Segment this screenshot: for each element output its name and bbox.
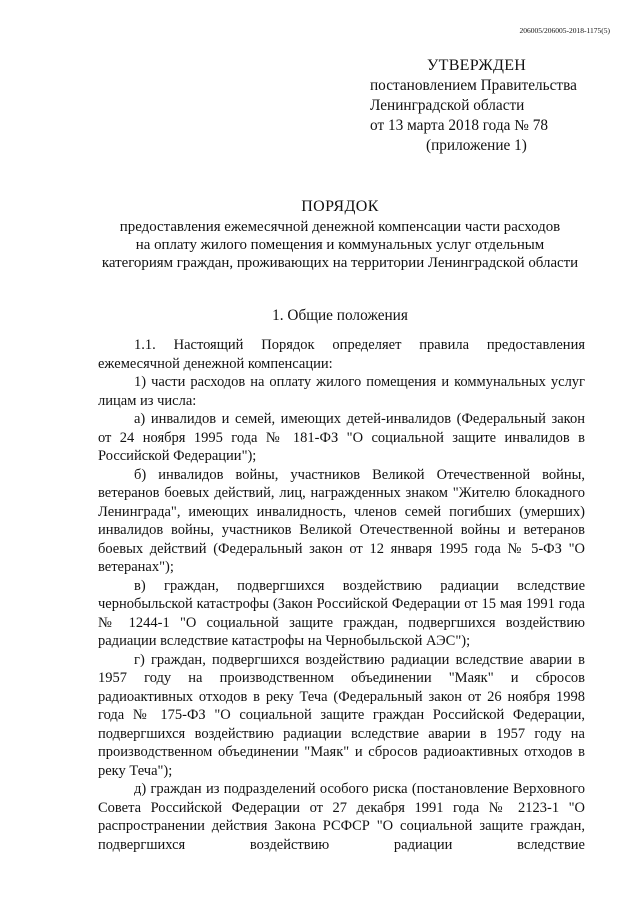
paragraph: д) граждан из подразделений особого риска (постановление Верховного Совета Российской Федерации от 27 декабря 1991 года № 2123-1 "О распространении действия Закона РСФСР "О социальной защите граждан, подвергшихся воздействию радиации вследствие [98,781,585,853]
section-title: 1. Общие положения [272,307,408,324]
document-title: ПОРЯДОК [301,198,379,215]
approval-line: от 13 марта 2018 года № 78 [370,117,549,134]
approval-line: постановлением Правительства [370,77,577,94]
approval-heading: УТВЕРЖДЕН [427,57,527,74]
approval-stamp [370,56,620,156]
subtitle-line: на оплату жилого помещения и коммунальных услуг отдельным [135,237,545,253]
paragraph: в) граждан, подвергшихся воздействию радиации вследствие чернобыльской катастрофы (Закон Российской Федерации от 15 мая 1991 года № 1244-1 "О социальной защите граждан, подвергшихся воздействию радиации вследствие катастрофы на Чернобыльской АЭС"); [98,577,585,649]
document-number: 206005/206005-2018-1175(5) [519,26,610,35]
paragraph: 1) части расходов на оплату жилого помещения и коммунальных услуг лицам из числа: [98,374,585,409]
paragraph: б) инвалидов войны, участников Великой Отечественной войны, ветеранов боевых действий, лиц, награжденных знаком "Жителю блокадного Ленинграда", имеющих инвалидность, членов семей погибших (умерших) инвалидов войны, участников Великой Отечественной войны и ветеранов боевых действий (Федеральный закон от 12 января 1995 года № 5-ФЗ "О ветеранах"); [98,466,585,575]
document-subtitle [60,218,620,272]
document-body [98,336,585,854]
approval-appendix: (приложение 1) [426,137,527,154]
subtitle-line: предоставления ежемесячной денежной компенсации части расходов [119,219,561,235]
paragraph: г) граждан, подвергшихся воздействию радиации вследствие аварии в 1957 году на производственном объединении "Маяк" и сбросов радиоактивных отходов в реку Теча (Федеральный закон от 26 ноября 1998 года № 175-ФЗ "О социальной защите граждан Российской Федерации, подвергшихся воздействию радиации вследствие аварии в 1957 году на производственном объединении "Маяк" и сбросов радиоактивных отходов в реку Теча"); [98,651,585,779]
paragraph: а) инвалидов и семей, имеющих детей-инвалидов (Федеральный закон от 24 ноября 1995 года № 181-ФЗ "О социальной защите инвалидов в Российской Федерации"); [98,411,585,464]
subtitle-line: категориям граждан, проживающих на территории Ленинградской области [101,255,579,271]
approval-line: Ленинградской области [370,97,525,114]
paragraph: 1.1. Настоящий Порядок определяет правила предоставления ежемесячной денежной компенсации: [98,337,585,372]
